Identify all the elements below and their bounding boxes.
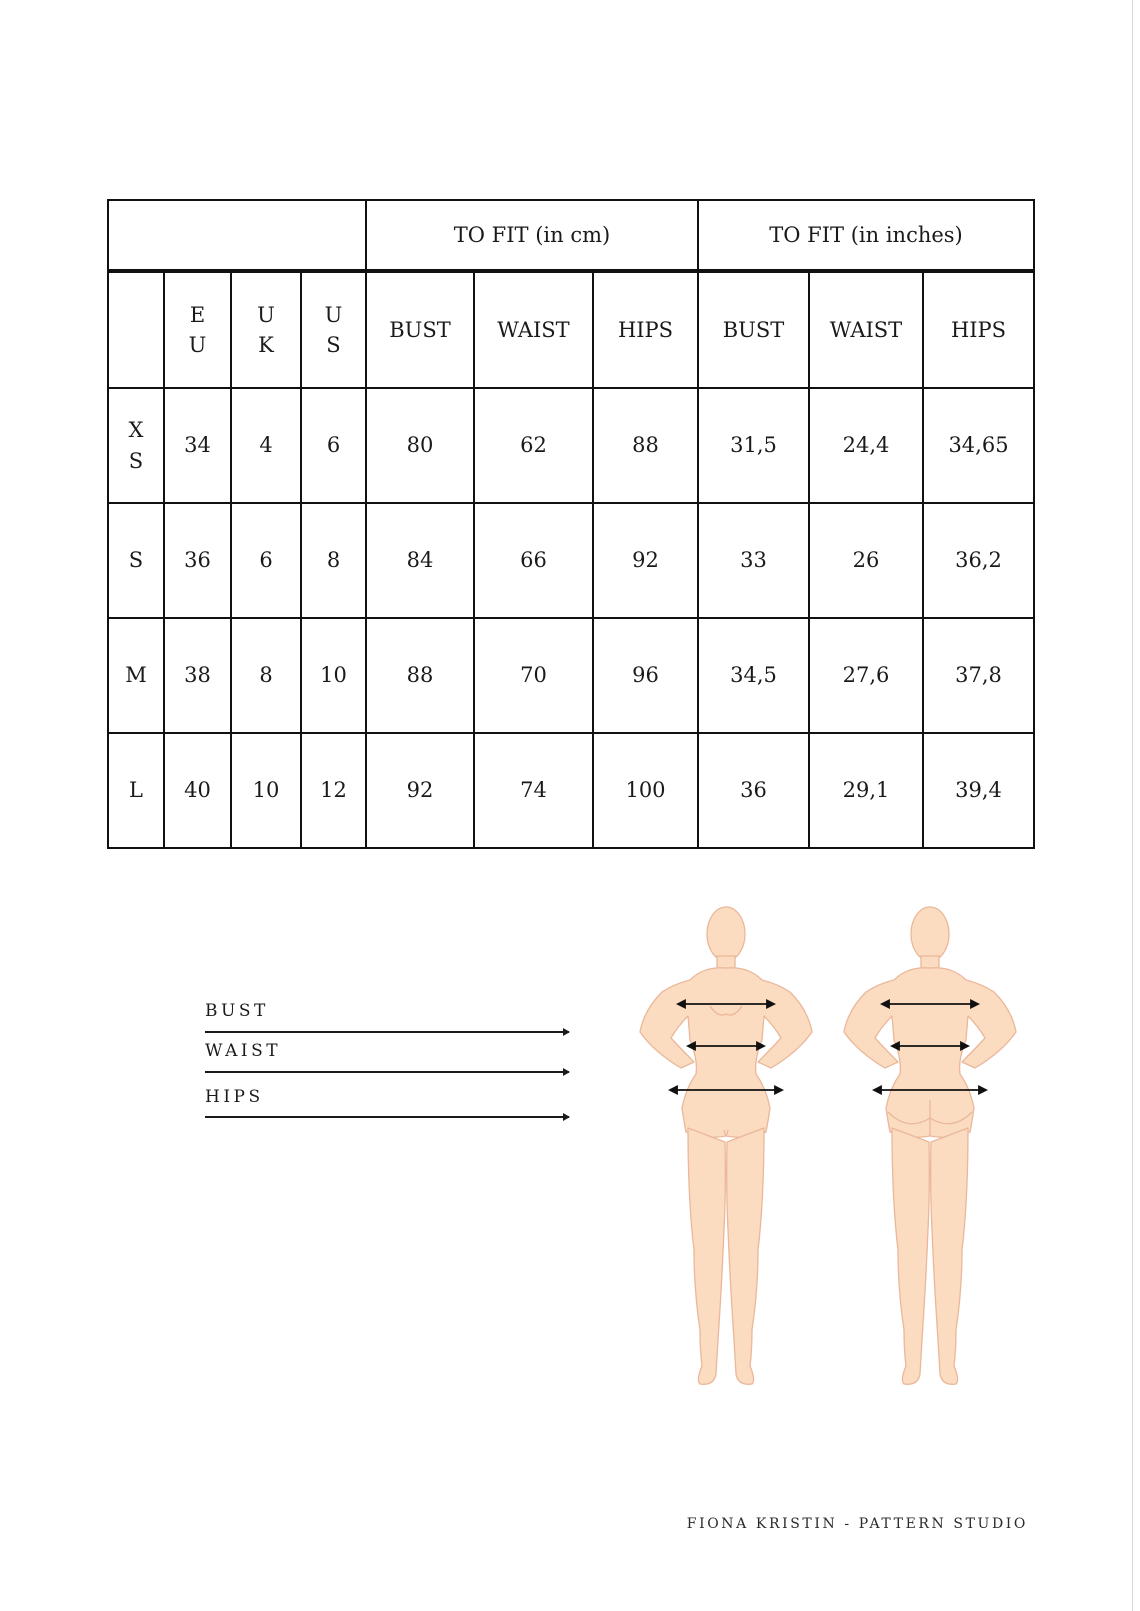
cell-eu: 36 — [164, 503, 231, 618]
front-body-figure — [626, 900, 826, 1420]
cell-uk: 4 — [231, 388, 301, 503]
front-body-figure-drawing — [626, 900, 826, 1420]
table-row-m — [108, 618, 1034, 733]
cell-eu: 40 — [164, 733, 231, 848]
cell-us: 8 — [301, 503, 366, 618]
group-header-row — [108, 200, 1034, 271]
column-header-row — [108, 271, 1034, 388]
empty-corner-cell — [108, 200, 366, 271]
cell-bust-cm: 84 — [366, 503, 474, 618]
measurement-legend — [205, 995, 571, 1125]
cell-hips-cm: 96 — [593, 618, 698, 733]
cell-hips-in: 34,65 — [923, 388, 1034, 503]
page-edge-line — [1132, 0, 1133, 1611]
cell-hips-cm: 100 — [593, 733, 698, 848]
legend-label-bust: BUST — [205, 1001, 269, 1021]
cell-bust-in: 36 — [698, 733, 809, 848]
cell-us: 10 — [301, 618, 366, 733]
cell-us: 12 — [301, 733, 366, 848]
cell-uk: 6 — [231, 503, 301, 618]
cell-waist-cm: 66 — [474, 503, 593, 618]
legend-label-hips: HIPS — [205, 1087, 264, 1107]
cell-waist-in: 27,6 — [809, 618, 923, 733]
cell-bust-cm: 88 — [366, 618, 474, 733]
legend-arrow-bust — [205, 1031, 569, 1033]
cell-waist-in: 29,1 — [809, 733, 923, 848]
size-label-l: L — [108, 733, 164, 848]
cell-eu: 38 — [164, 618, 231, 733]
size-label-s: S — [108, 503, 164, 618]
cell-uk: 10 — [231, 733, 301, 848]
cell-hips-cm: 88 — [593, 388, 698, 503]
cell-bust-cm: 80 — [366, 388, 474, 503]
cell-bust-in: 33 — [698, 503, 809, 618]
cell-bust-in: 31,5 — [698, 388, 809, 503]
table-row-l — [108, 733, 1034, 848]
empty-size-header-cell — [108, 271, 164, 388]
header-uk: U K — [231, 271, 301, 388]
back-body-figure-drawing — [830, 900, 1030, 1420]
cell-waist-cm: 62 — [474, 388, 593, 503]
size-chart-table — [107, 199, 1035, 849]
table-row-s — [108, 503, 1034, 618]
header-bust-cm: BUST — [366, 271, 474, 388]
header-waist-in: WAIST — [809, 271, 923, 388]
size-label-xs: X S — [108, 388, 164, 503]
header-eu: E U — [164, 271, 231, 388]
cell-waist-cm: 74 — [474, 733, 593, 848]
cell-us: 6 — [301, 388, 366, 503]
cell-bust-in: 34,5 — [698, 618, 809, 733]
cell-hips-in: 39,4 — [923, 733, 1034, 848]
header-bust-in: BUST — [698, 271, 809, 388]
cell-eu: 34 — [164, 388, 231, 503]
cell-bust-cm: 92 — [366, 733, 474, 848]
header-hips-in: HIPS — [923, 271, 1034, 388]
cell-uk: 8 — [231, 618, 301, 733]
cell-waist-in: 24,4 — [809, 388, 923, 503]
legend-arrow-waist — [205, 1071, 569, 1073]
size-label-m: M — [108, 618, 164, 733]
legend-arrow-hips — [205, 1116, 569, 1118]
header-waist-cm: WAIST — [474, 271, 593, 388]
group-header-inches: TO FIT (in inches) — [698, 200, 1034, 271]
back-body-figure — [830, 900, 1030, 1420]
legend-label-waist: WAIST — [205, 1041, 282, 1061]
cell-hips-in: 37,8 — [923, 618, 1034, 733]
header-us: U S — [301, 271, 366, 388]
table-row-xs — [108, 388, 1034, 503]
cell-hips-cm: 92 — [593, 503, 698, 618]
size-chart-body — [108, 200, 1034, 848]
studio-credit-footer: FIONA KRISTIN - PATTERN STUDIO — [686, 1516, 1028, 1532]
cell-waist-cm: 70 — [474, 618, 593, 733]
cell-waist-in: 26 — [809, 503, 923, 618]
cell-hips-in: 36,2 — [923, 503, 1034, 618]
group-header-cm: TO FIT (in cm) — [366, 200, 698, 271]
header-hips-cm: HIPS — [593, 271, 698, 388]
